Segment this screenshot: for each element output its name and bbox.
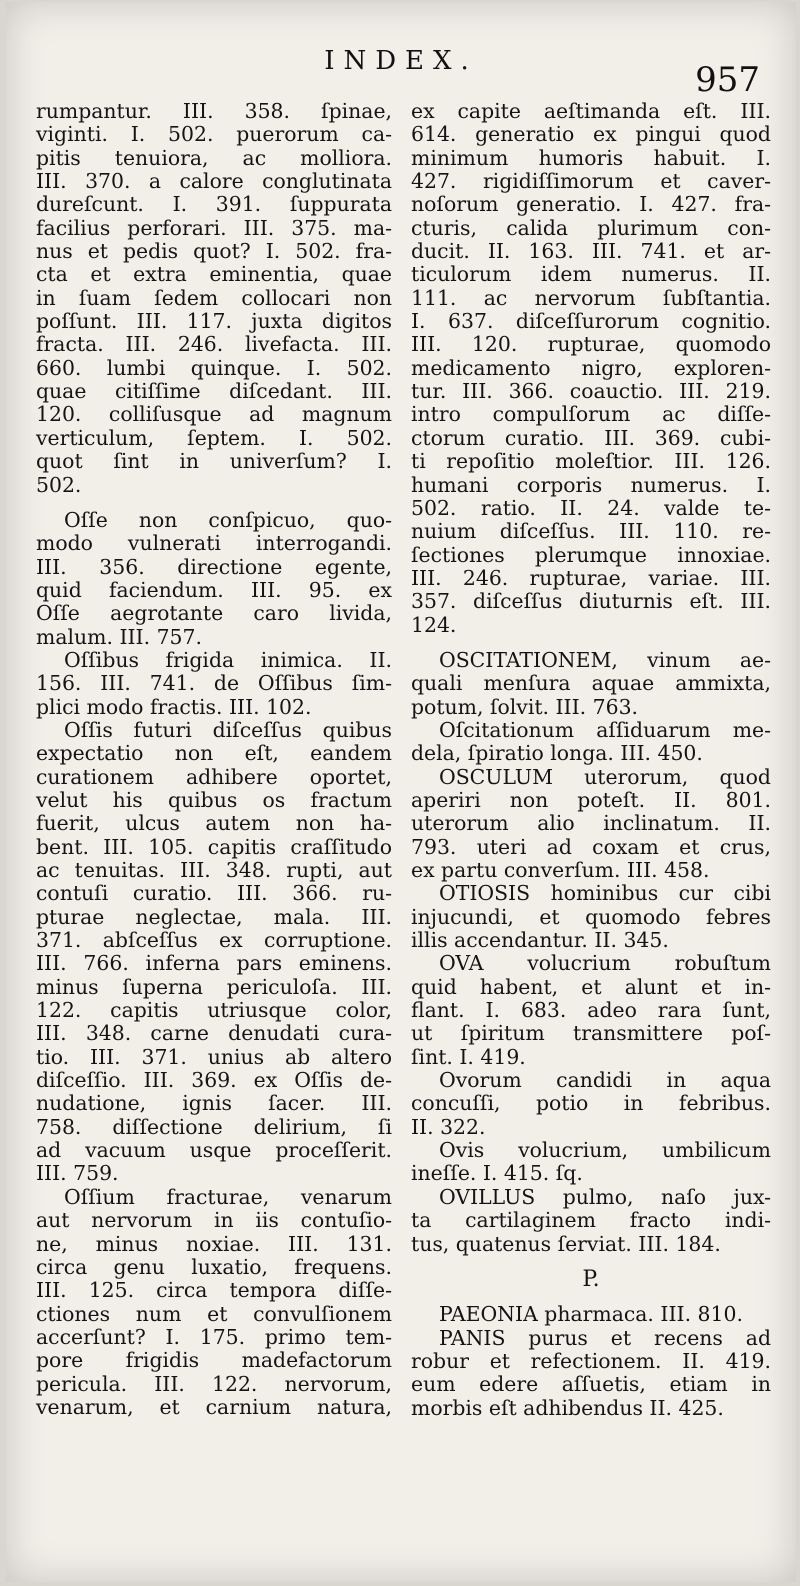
index-line: venarum, et carnium natura,	[36, 1394, 392, 1419]
index-line: 122. capitis utriusque color,	[36, 998, 392, 1023]
index-line: pericula. III. 122. nervorum,	[36, 1371, 392, 1396]
index-line: III. 246. rupturae, variae. III.	[411, 565, 771, 590]
index-line: curationem adhibere oportet,	[36, 764, 392, 789]
index-line: ad vacuum usque proceſſerit.	[36, 1138, 392, 1163]
index-line: OSCULUM uterorum, quod	[439, 764, 771, 789]
index-line: malum. III. 757.	[36, 624, 202, 649]
index-line: 502.	[36, 472, 82, 497]
index-line: 124.	[411, 612, 457, 637]
index-line: injucundi, et quomodo febres	[411, 904, 771, 929]
index-line: aperiri non poteſt. II. 801.	[411, 787, 771, 812]
index-line: intro compulſorum ac diſſe-	[411, 402, 771, 427]
index-line: dela, ſpiratio longa. III. 450.	[411, 741, 703, 766]
index-line: quid faciendum. III. 95. ex	[36, 577, 392, 602]
index-line: noſorum generatio. I. 427. fra-	[411, 192, 771, 217]
left-column	[36, 100, 392, 1419]
page-number: 957	[695, 60, 760, 100]
index-line: minus ſuperna periculoſa. III.	[36, 974, 392, 999]
index-line: ctorum curatio. III. 369. cubi-	[411, 425, 771, 450]
index-line: III. 356. directione egente,	[36, 554, 392, 579]
index-line: robur et refectionem. II. 419.	[411, 1348, 771, 1373]
index-line: III. 759.	[36, 1161, 119, 1186]
index-line: 357. diſceſſus diuturnis eſt. III.	[411, 589, 771, 614]
index-line: fracta. III. 246. livefacta. III.	[36, 332, 392, 357]
index-line: I. 637. diſceſſurorum cognitio.	[411, 309, 771, 334]
index-line: eum edere aſſuetis, etiam in	[411, 1372, 771, 1397]
index-line: ctiones num et convulſionem	[36, 1301, 392, 1326]
index-line: III. 348. carne denudati cura-	[36, 1021, 392, 1046]
index-line: nus et pedis quot? I. 502. fra-	[36, 239, 392, 264]
running-head: INDEX.	[324, 46, 478, 76]
index-line: OTIOSIS hominibus cur cibi	[439, 881, 771, 906]
index-line: 614. generatio ex pingui quod	[411, 122, 771, 147]
index-line: Ovis volucrium, umbilicum	[439, 1138, 771, 1163]
index-line: poſſunt. III. 117. juxta digitos	[36, 309, 392, 334]
index-line: ac tenuitas. III. 348. rupti, aut	[36, 858, 392, 882]
index-line: diſceſſio. III. 369. ex Oſſis de-	[36, 1068, 392, 1093]
index-line: modo vulnerati interrogandi.	[36, 531, 392, 556]
index-line: 120. colliſusque ad magnum	[36, 402, 392, 427]
index-line: concuſſi, potio in febribus.	[411, 1091, 771, 1116]
index-line: cturis, calida plurimum con-	[411, 215, 771, 240]
index-line: tur. III. 366. coauctio. III. 219.	[411, 379, 771, 404]
section-letter: P.	[582, 1266, 600, 1292]
index-line: ſectiones plerumque innoxiae.	[411, 542, 771, 567]
index-line: quot ſint in univerſum? I.	[36, 449, 392, 474]
index-line: in ſuam ſedem collocari non	[36, 285, 392, 310]
index-line: ex capite aeſtimanda eſt. III.	[411, 99, 771, 123]
index-line: Oſſis futuri diſceſſus quibus	[64, 717, 392, 742]
index-line: viginti. I. 502. puerorum ca-	[36, 122, 392, 147]
index-line: medicamento nigro, exploren-	[411, 355, 771, 380]
index-line: velut his quibus os fractum	[36, 787, 392, 812]
index-line: Ovorum candidi in aqua	[439, 1068, 771, 1093]
index-line: dureſcunt. I. 391. ſuppurata	[36, 192, 392, 217]
index-line: illis accendantur. II. 345.	[411, 928, 669, 953]
index-line: Oſſe non conſpicuo, quo-	[64, 507, 392, 532]
index-line: 502. ratio. II. 24. valde te-	[411, 495, 771, 520]
index-line: ticulorum idem numerus. II.	[411, 262, 771, 287]
index-line: Oſſe aegrotante caro livida,	[36, 601, 392, 626]
index-line: plici modo fractis. III. 102.	[36, 694, 312, 719]
index-line: morbis eſt adhibendus II. 425.	[411, 1395, 724, 1420]
index-line: quae citiſſime diſcedant. III.	[36, 379, 392, 404]
book-page	[6, 2, 796, 1582]
index-line: verticulum, ſeptem. I. 502.	[36, 425, 392, 450]
index-line: III. 125. circa tempora diſſe-	[36, 1278, 392, 1303]
index-line: ti repoſitio moleſtior. III. 126.	[411, 449, 771, 474]
index-line: 111. ac nervorum ſubſtantia.	[411, 285, 771, 310]
index-line: III. 370. a calore conglutinata	[36, 169, 392, 194]
index-line: Oſſibus frigida inimica. II.	[64, 647, 392, 672]
index-line: rumpantur. III. 358. ſpinae,	[36, 99, 392, 123]
index-line: humani corporis numerus. I.	[411, 472, 771, 497]
index-line: OVA volucrium robuſtum	[439, 951, 771, 976]
index-line: tus, quatenus ſerviat. III. 184.	[411, 1231, 721, 1256]
index-line: 156. III. 741. de Oſſibus ſim-	[36, 671, 392, 696]
index-line: pitis tenuiora, ac molliora.	[36, 145, 392, 170]
index-line: Oſcitationum aſſiduarum me-	[439, 717, 771, 742]
index-line: PAEONIA pharmaca. III. 810.	[439, 1302, 743, 1327]
index-line: expectatio non eſt, eandem	[36, 741, 392, 766]
index-line: quid habent, et alunt et in-	[411, 974, 771, 999]
index-line: ineſſe. I. 415. ſq.	[411, 1161, 583, 1186]
index-line: nudatione, ignis ſacer. III.	[36, 1091, 392, 1116]
index-line: flant. I. 683. adeo rara ſunt,	[411, 998, 771, 1023]
index-line: 793. uteri ad coxam et crus,	[411, 834, 771, 859]
index-line: ſint. I. 419.	[411, 1044, 526, 1069]
index-line: contuſi curatio. III. 366. ru-	[36, 881, 392, 906]
index-line: 427. rigidiſſimorum et caver-	[411, 169, 771, 194]
index-line: bent. III. 105. capitis craſſitudo	[36, 834, 392, 859]
index-line: III. 766. inferna pars eminens.	[36, 951, 392, 976]
index-line: uterorum alio inclinatum. II.	[411, 811, 771, 836]
index-line: 371. abſceſſus ex corruptione.	[36, 928, 392, 953]
index-line: accerſunt? I. 175. primo tem-	[36, 1324, 392, 1349]
index-line: III. 120. rupturae, quomodo	[411, 332, 771, 357]
index-line: Oſſium fracturae, venarum	[64, 1184, 392, 1209]
index-line: nuium diſceſſus. III. 110. re-	[411, 519, 771, 544]
index-line: ex partu converſum. III. 458.	[411, 858, 710, 882]
index-line: OSCITATIONEM, vinum ae-	[439, 647, 771, 672]
index-line: ducit. II. 163. III. 741. et ar-	[411, 239, 771, 264]
right-column	[411, 100, 771, 1420]
index-line: minimum humoris habuit. I.	[411, 145, 771, 170]
index-line: 758. diſſectione delirium, ſi	[36, 1114, 392, 1139]
index-line: potum, ſolvit. III. 763.	[411, 694, 639, 719]
index-line: ut ſpiritum transmittere poſ-	[411, 1021, 771, 1046]
index-line: aut nervorum in iis contuſio-	[36, 1208, 392, 1233]
index-line: circa genu luxatio, frequens.	[36, 1254, 392, 1279]
index-line: fuerit, ulcus autem non ha-	[36, 811, 392, 836]
index-line: facilius perforari. III. 375. ma-	[36, 215, 392, 240]
index-line: ta cartilaginem fracto indi-	[411, 1208, 771, 1233]
index-line: quali menſura aquae ammixta,	[411, 671, 771, 696]
index-line: OVILLUS pulmo, naſo jux-	[439, 1184, 771, 1209]
index-line: pturae neglectae, mala. III.	[36, 904, 392, 929]
index-line: tio. III. 371. unius ab altero	[36, 1044, 392, 1069]
index-line: 660. lumbi quinque. I. 502.	[36, 355, 392, 380]
index-line: pore frigidis madefactorum	[36, 1348, 392, 1373]
index-line: cta et extra eminentia, quae	[36, 262, 392, 287]
index-line: PANIS purus et recens ad	[439, 1325, 771, 1350]
index-line: ne, minus noxiae. III. 131.	[36, 1231, 392, 1256]
index-line: II. 322.	[411, 1114, 486, 1139]
